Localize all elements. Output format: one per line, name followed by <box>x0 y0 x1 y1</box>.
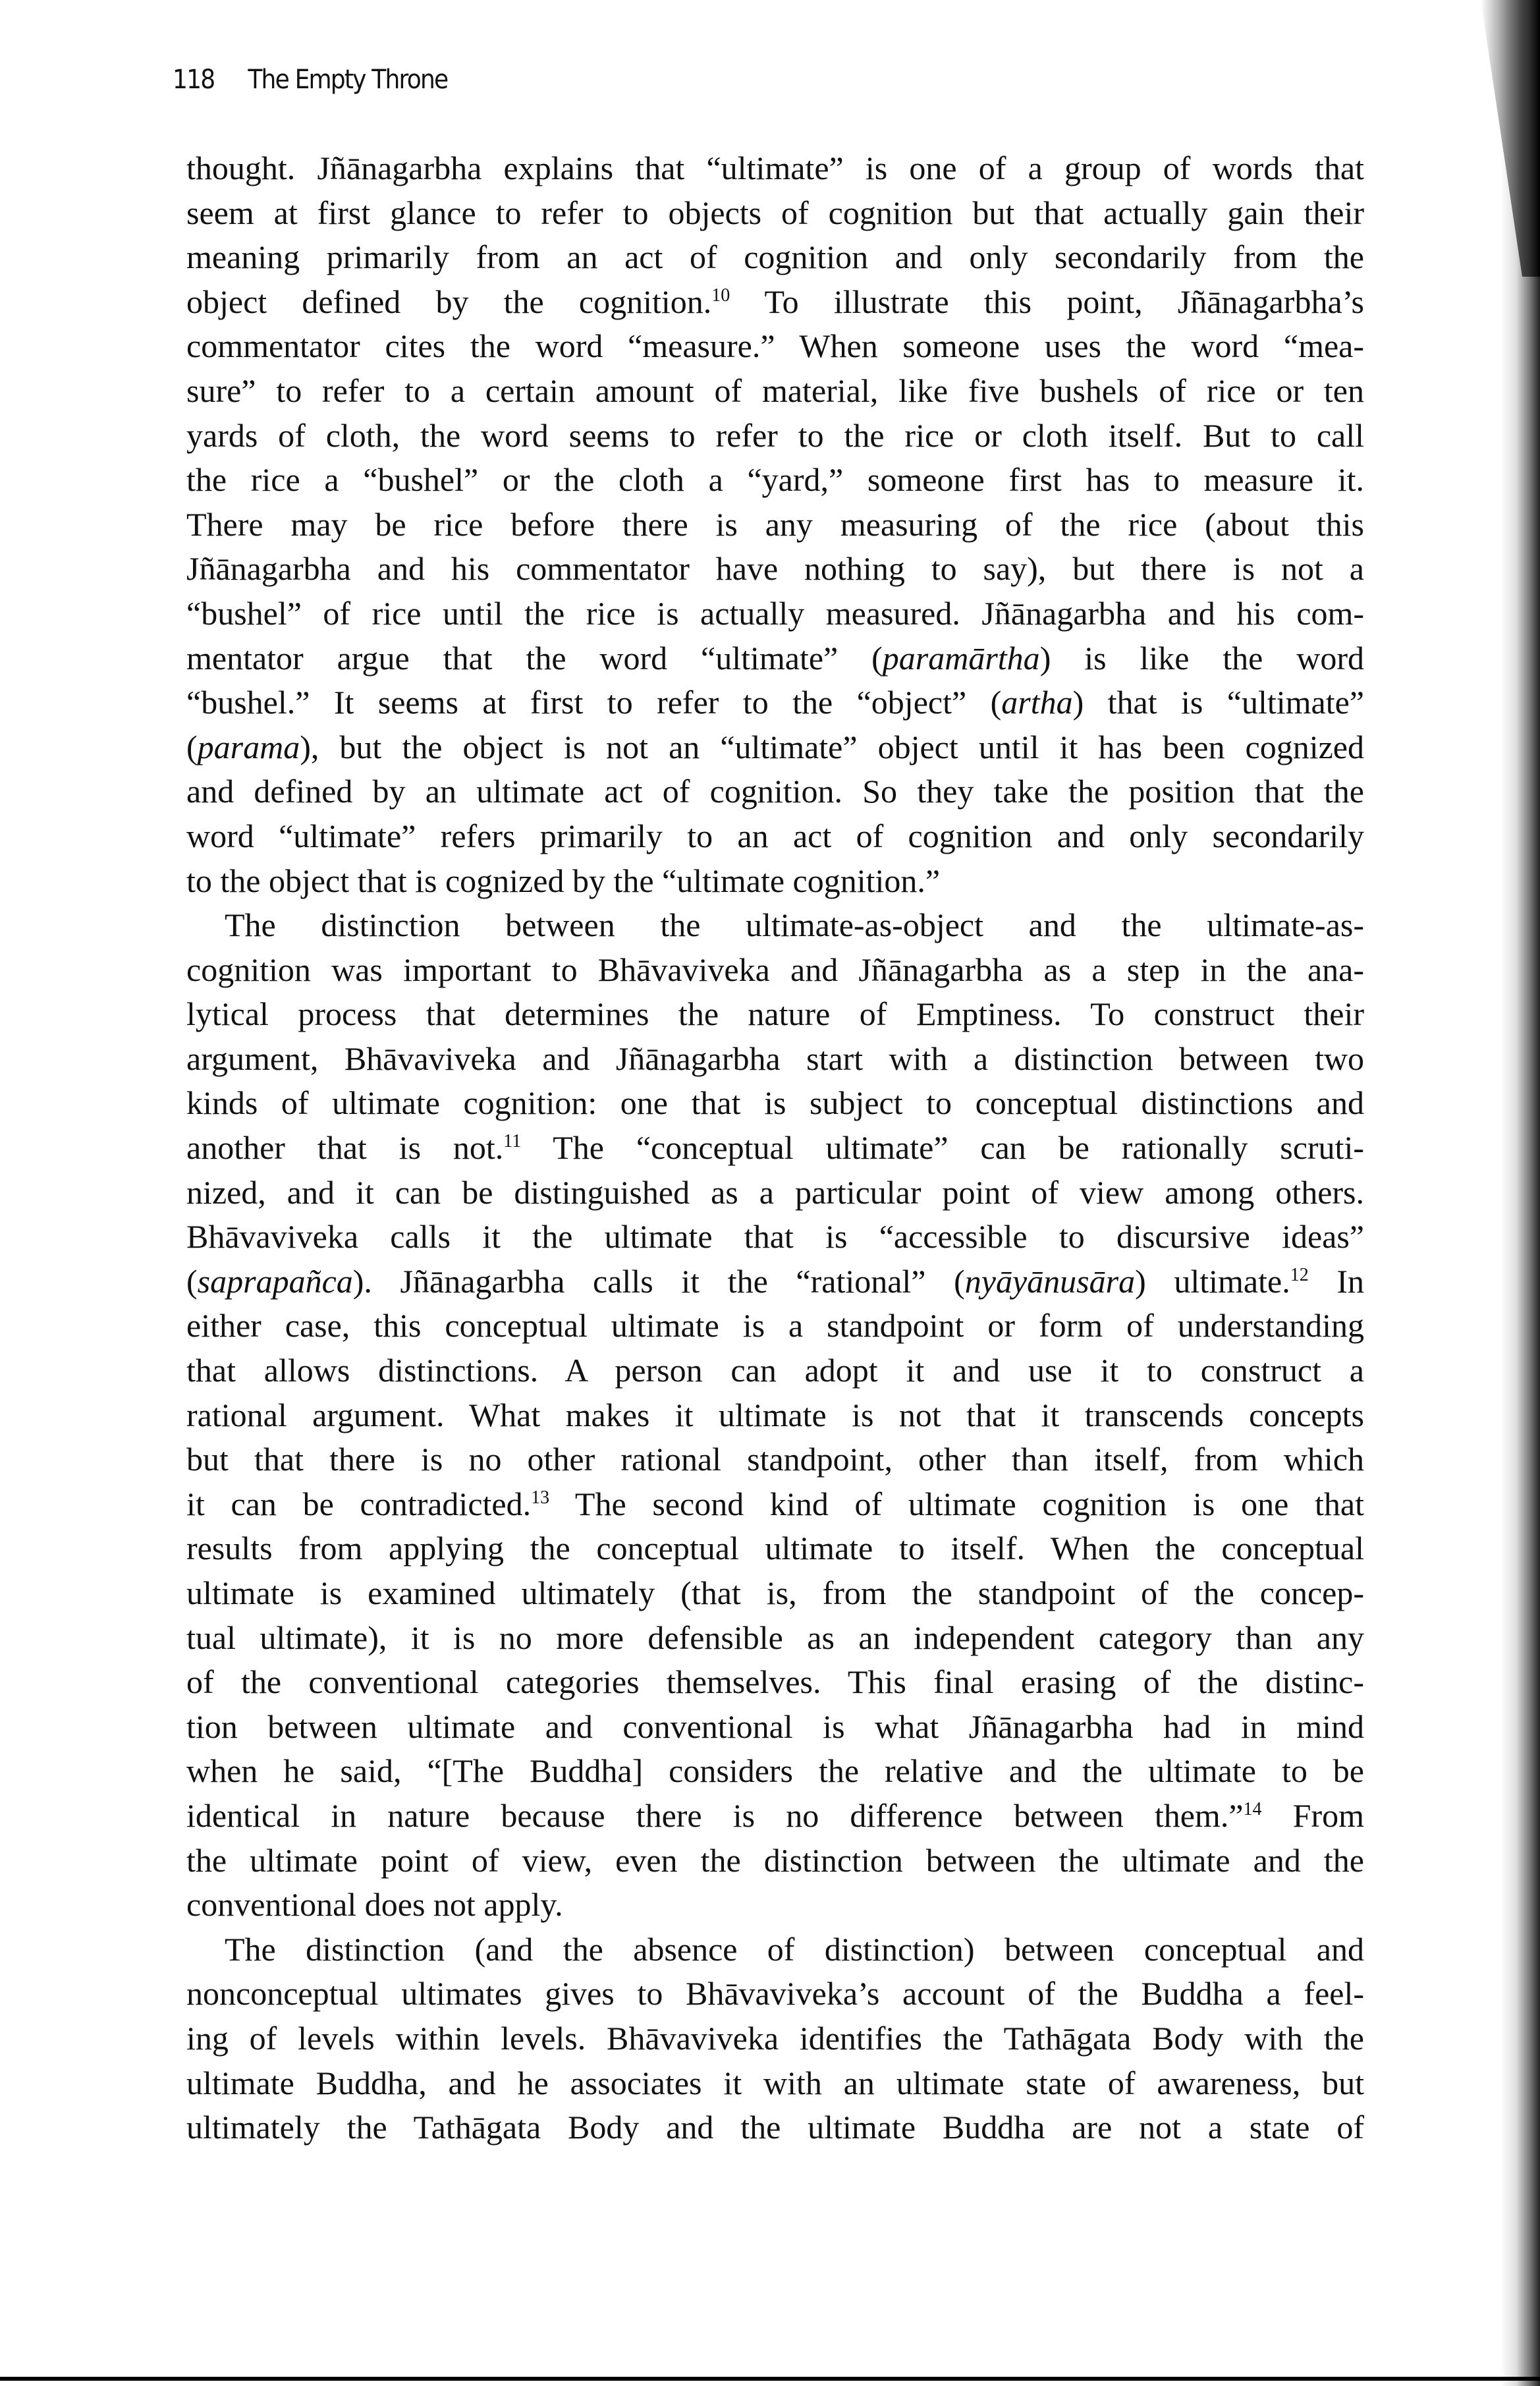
text-line-content <box>186 948 1364 993</box>
text-line-content <box>186 859 940 904</box>
text-run: From <box>1261 1796 1365 1834</box>
text-run: The second kind of ultimate cognition is one that <box>549 1485 1364 1522</box>
text-run: of the conventional categories themselves. This final erasing of the distinc- <box>186 1663 1364 1701</box>
text-line <box>186 680 1364 725</box>
text-line <box>186 769 1364 814</box>
text-line <box>186 1081 1364 1126</box>
text-line-content <box>186 1171 1364 1215</box>
text-line <box>186 725 1364 770</box>
text-line-content <box>186 592 1364 636</box>
text-line <box>186 1437 1364 1482</box>
text-line-content <box>186 1304 1364 1348</box>
text-run: nonconceptual ultimates gives to Bhāvaviveka’s account of the Buddha a feel- <box>186 1975 1364 2012</box>
italic-term: parama <box>197 728 300 765</box>
text-line <box>186 324 1364 369</box>
text-line-content <box>186 680 1364 725</box>
text-run: ultimate is examined ultimately (that is, from the standpoint of the concep- <box>186 1574 1364 1611</box>
text-line <box>186 1348 1364 1393</box>
text-line-content <box>186 235 1364 280</box>
text-line-content <box>186 414 1364 458</box>
text-run: tual ultimate), it is no more defensible as an independent category than any <box>186 1619 1364 1656</box>
text-line-content <box>186 814 1364 859</box>
text-run: ultimate Buddha, and he associates it with an ultimate state of awareness, but <box>186 2064 1364 2101</box>
text-run: lytical process that determines the nature of Emptiness. To construct their <box>186 995 1364 1033</box>
text-line-content <box>186 1794 1364 1839</box>
text-line-content <box>186 1081 1364 1126</box>
text-line-content <box>186 191 1364 236</box>
text-line-content <box>186 1037 1364 1082</box>
text-line <box>186 2061 1364 2106</box>
text-line <box>186 948 1364 993</box>
text-line <box>186 1526 1364 1571</box>
text-line-content <box>186 369 1364 414</box>
text-line <box>186 859 1364 904</box>
text-line <box>186 1037 1364 1082</box>
text-run: The “conceptual ultimate” can be rationally scruti- <box>521 1129 1364 1167</box>
text-line <box>186 1660 1364 1705</box>
text-line <box>186 1705 1364 1750</box>
text-run: “bushel” of rice until the rice is actually measured. Jñānagarbha and his com- <box>186 594 1364 632</box>
text-line <box>186 1571 1364 1616</box>
text-line-content <box>186 1839 1364 1883</box>
footnote-ref: 14 <box>1243 1798 1262 1819</box>
text-run: argument, Bhāvaviveka and Jñānagarbha start with a distinction between two <box>186 1040 1364 1077</box>
running-header <box>173 65 447 95</box>
text-run: mentator argue that the word “ultimate” ( <box>186 639 883 677</box>
text-line-content <box>186 1215 1364 1260</box>
footnote-ref: 12 <box>1290 1264 1309 1285</box>
text-line <box>186 1928 1364 1972</box>
text-line-content <box>186 146 1364 191</box>
text-line-content <box>186 1616 1364 1661</box>
text-run: ultimately the Tathāgata Body and the ultimate Buddha are not a state of <box>186 2109 1364 2146</box>
text-line-content <box>186 2061 1364 2106</box>
text-run: ) is like the word <box>1039 639 1364 677</box>
text-line-content <box>186 324 1364 369</box>
text-line <box>186 2105 1364 2150</box>
text-run: kinds of ultimate cognition: one that is subject to conceptual distinctions and <box>186 1084 1364 1122</box>
text-line-content <box>225 1928 1364 1972</box>
text-line-content <box>186 1883 563 1928</box>
text-line <box>186 903 1364 948</box>
text-run: In <box>1308 1262 1364 1300</box>
text-line-content <box>186 1972 1364 2016</box>
italic-term: paramārtha <box>882 639 1040 677</box>
text-run: either case, this conceptual ultimate is a standpoint or form of understanding <box>186 1307 1364 1345</box>
text-run: tion between ultimate and conventional is what Jñānagarbha had in mind <box>186 1707 1364 1745</box>
text-run: results from applying the conceptual ultimate to itself. When the conceptual <box>186 1530 1364 1567</box>
text-run: word “ultimate” refers primarily to an act of cognition and only secondarily <box>186 817 1364 854</box>
text-line-content <box>186 1393 1364 1438</box>
text-line <box>186 814 1364 859</box>
text-run: another that is not. <box>186 1129 504 1167</box>
body-text <box>186 146 1364 2150</box>
text-line-content <box>186 1660 1364 1705</box>
text-line-content <box>186 280 1364 325</box>
text-run: seem at first glance to refer to objects of cognition but that actually gain their <box>186 194 1364 231</box>
text-run: The distinction between the ultimate-as-object and the ultimate-as- <box>225 906 1364 944</box>
text-run: and defined by an ultimate act of cognition. So they take the position that the <box>186 773 1364 810</box>
text-line-content <box>186 1126 1364 1171</box>
text-line <box>186 1749 1364 1794</box>
text-run: yards of cloth, the word seems to refer to the rice or cloth itself. But to call <box>186 416 1364 454</box>
page-number: 118 <box>173 65 215 95</box>
text-line-content <box>186 1482 1364 1527</box>
text-line <box>186 191 1364 236</box>
text-line <box>186 414 1364 458</box>
text-line <box>186 1794 1364 1839</box>
text-line-content <box>225 903 1364 948</box>
text-run: identical in nature because there is no difference between them.” <box>186 1796 1244 1834</box>
italic-term: nyāyānusāra <box>964 1262 1136 1300</box>
text-run: Jñānagarbha and his commentator have nothing to say), but there is not a <box>186 550 1364 588</box>
text-run: thought. Jñānagarbha explains that “ultimate” is one of a group of words that <box>186 150 1364 186</box>
text-run: the rice a “bushel” or the cloth a “yard,” someone first has to measure it. <box>186 461 1364 499</box>
text-line-content <box>186 1526 1364 1571</box>
text-run: the ultimate point of view, even the distinction between the ultimate and the <box>186 1841 1364 1879</box>
text-run: sure” to refer to a certain amount of material, like five bushels of rice or ten <box>186 372 1364 409</box>
text-line-content <box>186 1571 1364 1616</box>
text-line <box>186 1883 1364 1928</box>
italic-term: saprapañca <box>197 1262 353 1300</box>
text-line <box>186 1393 1364 1438</box>
text-run: ing of levels within levels. Bhāvaviveka identifies the Tathāgata Body with the <box>186 2019 1364 2057</box>
text-line-content <box>186 992 1364 1037</box>
binding-shadow <box>1500 0 1540 2386</box>
footnote-ref: 11 <box>503 1131 522 1152</box>
text-run: ( <box>186 728 198 765</box>
text-run: that allows distinctions. A person can adopt it and use it to construct a <box>186 1352 1364 1389</box>
running-title: The Empty Throne <box>248 65 448 95</box>
text-line <box>186 280 1364 325</box>
text-run: when he said, “[The Buddha] considers the relative and the ultimate to be <box>186 1752 1364 1790</box>
text-line <box>186 458 1364 503</box>
text-run: ( <box>186 1262 198 1300</box>
text-line <box>186 992 1364 1037</box>
text-run: rational argument. What makes it ultimate is not that it transcends concepts <box>186 1396 1364 1433</box>
text-line-content <box>186 2105 1364 2150</box>
page-bottom-edge <box>0 2377 1540 2381</box>
text-line <box>186 146 1364 191</box>
text-run: it can be contradicted. <box>186 1485 532 1522</box>
text-run: “bushel.” It seems at first to refer to the “object” ( <box>186 684 1002 721</box>
text-line <box>186 369 1364 414</box>
text-line <box>186 1126 1364 1171</box>
footnote-ref: 10 <box>711 285 730 306</box>
text-line <box>186 636 1364 681</box>
text-run: object defined by the cognition. <box>186 283 712 320</box>
text-run: ), but the object is not an “ultimate” object until it has been cognized <box>300 728 1364 765</box>
text-run: nized, and it can be distinguished as a particular point of view among others. <box>186 1173 1364 1211</box>
text-line-content <box>186 636 1364 681</box>
text-run: ) that is “ultimate” <box>1072 684 1365 721</box>
text-line-content <box>186 725 1364 770</box>
text-line <box>186 1215 1364 1260</box>
text-line-content <box>186 1348 1364 1393</box>
text-line <box>186 2016 1364 2061</box>
text-line-content <box>186 503 1364 547</box>
footnote-ref: 13 <box>531 1487 550 1508</box>
text-run: Bhāvaviveka calls it the ultimate that is “accessible to discursive ideas” <box>186 1218 1364 1256</box>
text-line-content <box>186 769 1364 814</box>
text-run: to the object that is cognized by the “ultimate cognition.” <box>186 862 941 899</box>
text-line-content <box>186 1437 1364 1482</box>
text-line <box>186 592 1364 636</box>
text-line-content <box>186 2016 1364 2061</box>
text-line <box>186 547 1364 592</box>
text-line <box>186 503 1364 547</box>
italic-term: artha <box>1001 684 1073 721</box>
text-line <box>186 1260 1364 1304</box>
text-line <box>186 1482 1364 1527</box>
text-run: ). Jñānagarbha calls it the “rational” ( <box>352 1262 965 1300</box>
text-run: commentator cites the word “measure.” When someone uses the word “mea- <box>186 327 1364 365</box>
text-line-content <box>186 1749 1364 1794</box>
text-run: ) ultimate. <box>1135 1262 1290 1300</box>
text-line-content <box>186 458 1364 503</box>
text-line <box>186 1839 1364 1883</box>
text-line-content <box>186 1260 1364 1304</box>
text-line <box>186 1972 1364 2016</box>
text-line <box>186 235 1364 280</box>
text-line-content <box>186 1705 1364 1750</box>
text-run: The distinction (and the absence of distinction) between conceptual and <box>225 1930 1364 1968</box>
text-run: cognition was important to Bhāvaviveka and Jñānagarbha as a step in the ana- <box>186 951 1364 988</box>
text-run: There may be rice before there is any measuring of the rice (about this <box>186 505 1364 543</box>
text-run: meaning primarily from an act of cognition and only secondarily from the <box>186 238 1364 276</box>
text-run: conventional does not apply. <box>186 1886 563 1924</box>
text-line-content <box>186 547 1364 592</box>
text-line <box>186 1616 1364 1661</box>
text-run: but that there is no other rational standpoint, other than itself, from which <box>186 1441 1364 1478</box>
text-line <box>186 1171 1364 1215</box>
text-run: To illustrate this point, Jñānagarbha’s <box>730 283 1365 320</box>
text-line <box>186 1304 1364 1348</box>
